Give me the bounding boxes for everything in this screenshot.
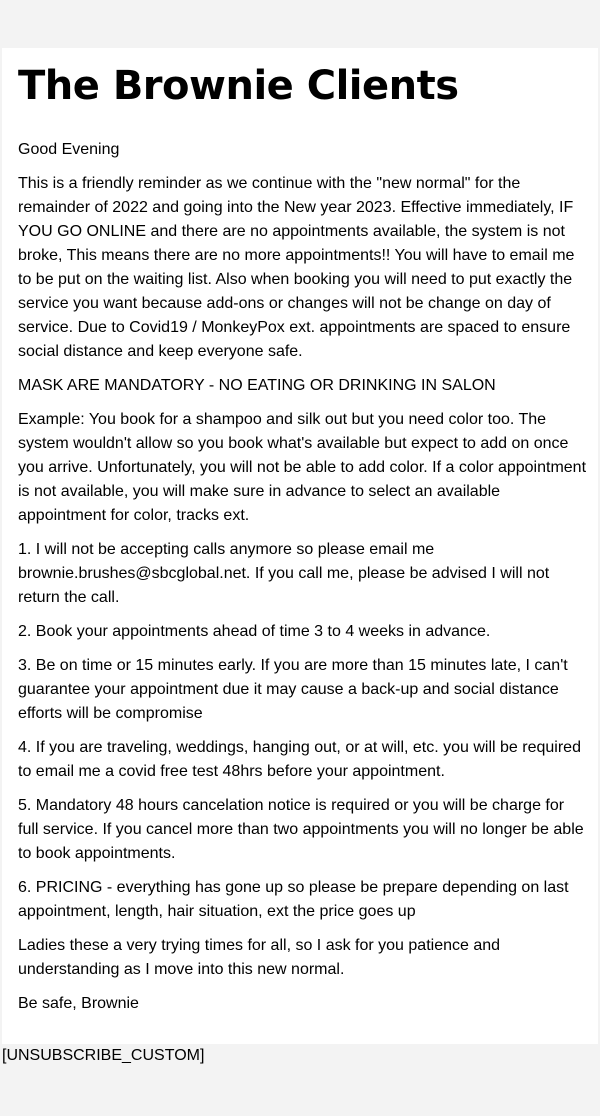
reminder-paragraph: This is a friendly reminder as we continue with the "new normal" for the remainder of 2022 and going into the New year 2023. Effective immediately, IF YOU GO ONLINE and there are no appointments available, the system is not broke, This means there are no more appointments!! You will have to email me to be put on the waiting list. Also when booking you will need to put exactly the service you want because add-ons or changes will not be change on day of service. Due to Covid19 / MonkeyPox ext. appointments are spaced to ensure social distance and keep everyone safe. bbox=[18, 175, 575, 360]
rule-3-paragraph: 3. Be on time or 15 minutes early. If you are more than 15 minutes late, I can't guarantee your appointment due it may cause a back-up and social distance efforts will be compromise bbox=[18, 657, 568, 722]
signature: Be safe, Brownie bbox=[18, 995, 139, 1012]
rule-4-paragraph: 4. If you are traveling, weddings, hanging out, or at will, etc. you will be required to email me a covid free test 48hrs before your appointment. bbox=[18, 739, 581, 780]
unsubscribe-link[interactable]: [UNSUBSCRIBE_CUSTOM] bbox=[2, 1047, 205, 1064]
rule-1-paragraph: 1. I will not be accepting calls anymore so please email me brownie.brushes@sbcglobal.net. If you call me, please be advised I will not return the call. bbox=[18, 541, 550, 606]
email-body bbox=[18, 138, 588, 1026]
page-title: The Brownie Clients bbox=[18, 63, 459, 109]
closing-paragraph: Ladies these a very trying times for all, so I ask for you patience and understanding as I move into this new normal. bbox=[18, 937, 501, 978]
mask-notice: MASK ARE MANDATORY - NO EATING OR DRINKING IN SALON bbox=[18, 377, 496, 394]
greeting: Good Evening bbox=[18, 141, 120, 158]
email-card bbox=[2, 48, 598, 1044]
rule-6-paragraph: 6. PRICING - everything has gone up so please be prepare depending on last appointment, length, hair situation, ext the price goes up bbox=[18, 879, 569, 920]
rule-2-paragraph: 2. Book your appointments ahead of time 3 to 4 weeks in advance. bbox=[18, 623, 491, 640]
rule-5-paragraph: 5. Mandatory 48 hours cancelation notice is required or you will be charge for full service. If you cancel more than two appointments you will no longer be able to book appointments. bbox=[18, 797, 584, 862]
example-paragraph: Example: You book for a shampoo and silk out but you need color too. The system wouldn't allow so you book what's available but expect to add on once you arrive. Unfortunately, you will not be able to add color. If a color appointment is not available, you will make sure in advance to select an available appointment for color, tracks ext. bbox=[18, 411, 587, 524]
